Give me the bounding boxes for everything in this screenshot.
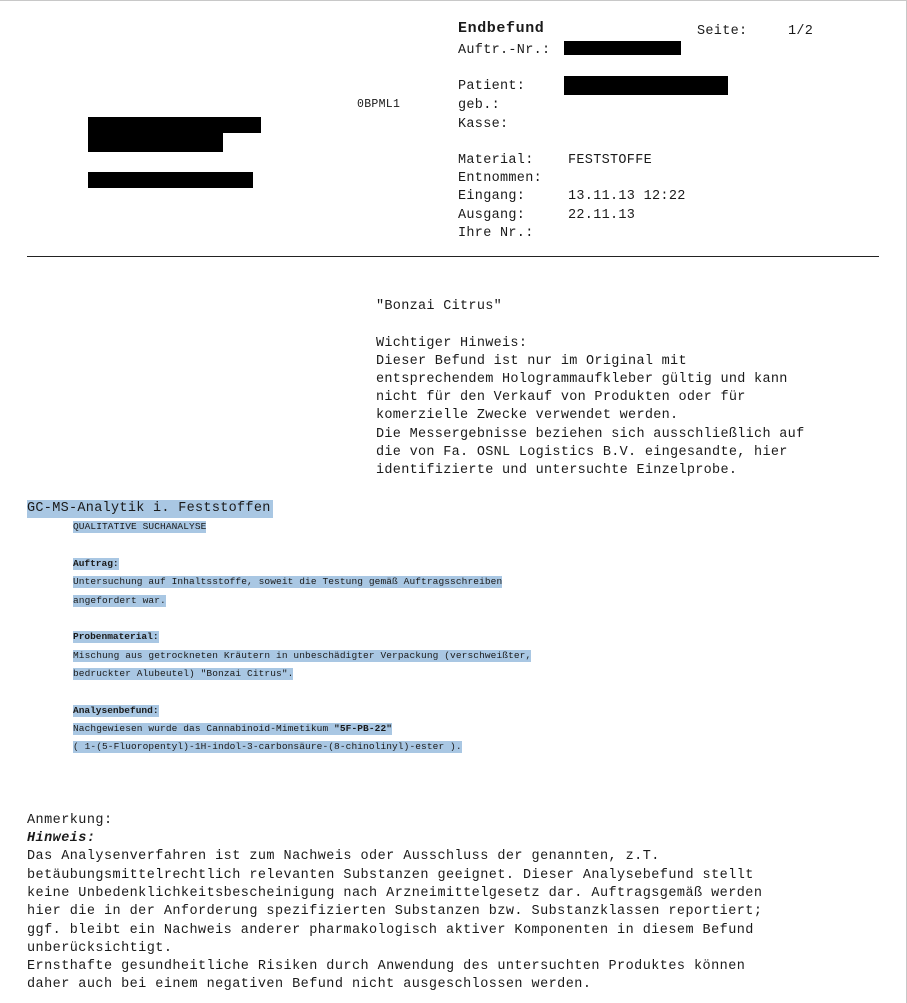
sample-text-line: bedruckter Alubeutel) "Bonzai Citrus".	[73, 668, 294, 679]
result-prefix: Nachgewiesen wurde das Cannabinoid-Mimetikum	[73, 723, 335, 734]
result-substance: "5F-PB-22"	[334, 723, 393, 734]
collected-label: Entnommen:	[458, 171, 543, 186]
received-value: 13.11.13 12:22	[568, 189, 686, 204]
redacted-address-line-2	[88, 133, 223, 152]
notice-line: nicht für den Verkauf von Produkten oder für	[376, 390, 746, 405]
issued-label: Ausgang:	[458, 208, 526, 223]
your-number-label: Ihre Nr.:	[458, 226, 534, 241]
remark-line: ggf. bleibt ein Nachweis anderer pharmakologisch aktiver Komponenten in diesem Befund	[27, 923, 754, 938]
sample-text-line: Mischung aus getrockneten Kräutern in unbeschädigter Verpackung (verschweißter,	[73, 650, 532, 661]
received-label: Eingang:	[458, 189, 526, 204]
notice-line: identifizierte und untersuchte Einzelprobe.	[376, 463, 738, 478]
notice-line: komerzielle Zwecke verwendet werden.	[376, 408, 679, 423]
redacted-address-line-3	[88, 172, 253, 188]
analysis-subtitle: QUALITATIVE SUCHANALYSE	[73, 521, 207, 532]
remark-label: Anmerkung:	[27, 813, 113, 828]
sample-heading: Probenmaterial:	[73, 631, 159, 642]
remark-hinweis: Hinweis:	[27, 831, 96, 846]
order-text-line: angefordert war.	[73, 595, 166, 606]
product-name: "Bonzai Citrus"	[376, 299, 503, 314]
remark-line: betäubungsmittelrechtlich relevanten Substanzen geeignet. Dieser Analysebefund stellt	[27, 868, 754, 883]
remark-line: unberücksichtigt.	[27, 941, 173, 956]
notice-line: Dieser Befund ist nur im Original mit	[376, 354, 687, 369]
redacted-order-number	[564, 41, 681, 55]
order-number-label: Auftr.-Nr.:	[458, 43, 551, 58]
remark-line: Ernsthafte gesundheitliche Risiken durch Anwendung des untersuchten Produktes können	[27, 959, 746, 974]
page-border-top	[0, 0, 907, 1]
remark-line: daher auch bei einem negativen Befund nicht ausgeschlossen werden.	[27, 977, 592, 992]
issued-value: 22.11.13	[568, 208, 636, 223]
notice-heading: Wichtiger Hinweis:	[376, 336, 528, 351]
header-divider	[27, 256, 879, 257]
order-heading: Auftrag:	[73, 558, 119, 569]
notice-line: entsprechendem Hologrammaufkleber gültig und kann	[376, 372, 788, 387]
page-number: 1/2	[788, 24, 814, 39]
notice-line: Die Messergebnisse beziehen sich ausschließlich auf	[376, 427, 805, 442]
document-title: Endbefund	[458, 20, 545, 37]
patient-label: Patient:	[458, 79, 526, 94]
redacted-patient-name	[564, 76, 728, 95]
remark-line: hier die in der Anforderung spezifizierten Substanzen bzw. Substanzklassen reportiert;	[27, 904, 763, 919]
analysis-section-title: GC-MS-Analytik i. Feststoffen	[27, 501, 271, 516]
result-chemical-name: ( 1-(5-Fluoropentyl)-1H-indol-3-carbonsäure-(8-chinolinyl)-ester ).	[73, 741, 462, 752]
material-value: FESTSTOFFE	[568, 153, 653, 168]
material-label: Material:	[458, 153, 534, 168]
birthdate-label: geb.:	[458, 98, 501, 113]
redacted-address-line-1	[88, 117, 261, 133]
internal-code: 0BPML1	[357, 98, 401, 111]
result-heading: Analysenbefund:	[73, 705, 159, 716]
remark-line: keine Unbedenklichkeitsbescheinigung nach Arzneimittelgesetz dar. Auftragsgemäß werden	[27, 886, 763, 901]
result-text-line	[73, 723, 392, 735]
notice-line: die von Fa. OSNL Logistics B.V. eingesandte, hier	[376, 445, 788, 460]
page-label: Seite:	[697, 24, 748, 39]
remark-line: Das Analysenverfahren ist zum Nachweis oder Ausschluss der genannten, z.T.	[27, 849, 660, 864]
insurance-label: Kasse:	[458, 117, 509, 132]
order-text-line: Untersuchung auf Inhaltsstoffe, soweit die Testung gemäß Auftragsschreiben	[73, 576, 503, 587]
